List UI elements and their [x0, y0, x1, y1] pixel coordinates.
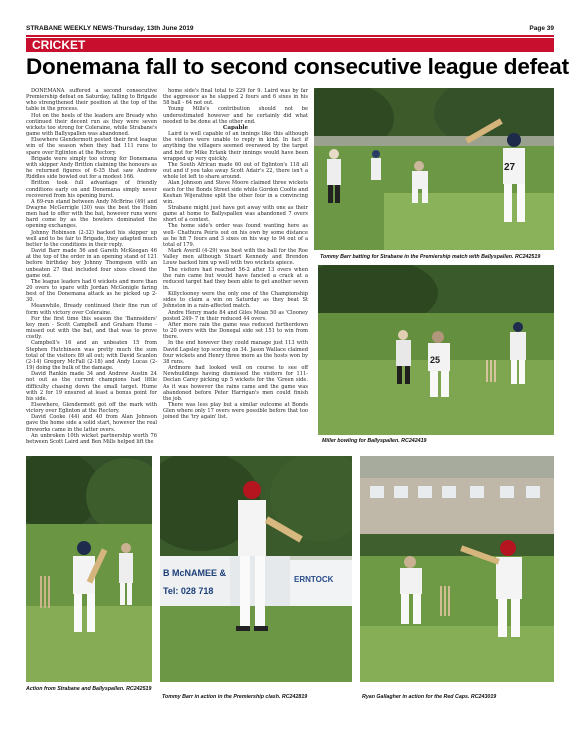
paragraph: Hot on the heels of the leaders are Bready who continued their decent run as they were seven wickets too strong for Coleraine, while Strabane's game with Ballyspallen was abandoned.: [26, 112, 157, 138]
caption-photo-5: Ryan Gallagher in action for the Red Caps. RC243019: [362, 694, 497, 700]
sponsor-board-tel: Tel: 028 718: [163, 586, 214, 596]
caption-photo-4: Tommy Barr in action in the Premiership clash. RC242819: [162, 694, 308, 700]
masthead-publication-date: STRABANE WEEKLY NEWS-Thursday, 13th June 2019: [26, 25, 194, 32]
paragraph: For the first time this season the 'Bannsiders' key men - Scott Campbell and Graham Hume - missed out with the bat, and that was to prove costly.: [26, 315, 157, 341]
paragraph: Alan Johnson and Steve Moore claimed three wickets each for the Bonds Street side while Gordon Coolte and Keshan Wijerathne split the other four in a convincing win.: [163, 180, 308, 205]
masthead-page-number: Page 39: [529, 25, 554, 32]
photo-tommy-barr-batting: [314, 88, 554, 250]
paragraph: There was less play but a similar outcome at Bonds Glen where only 17 overs were possible before that too joined the 'try again' list.: [163, 401, 308, 421]
shirt-number-27: 27: [504, 162, 516, 173]
paragraph: Elsewhere, Glendermott got off the mark with victory over Eglinton at the Rectory.: [26, 401, 157, 415]
section-label: CRICKET: [32, 38, 86, 52]
paragraph: DONEMANA suffered a second consecutive Premiership defeat on Saturday, falling to Brigade who strengthened their position at the top of the table in the process.: [26, 88, 157, 113]
paragraph: In the end however they could manage just 113 with David Lapsley top scoring on 34. Jason Wallace claimed four wickets and Henry three more as the hosts won by 38 runs.: [163, 340, 308, 365]
caption-photo-1: Tommy Barr batting for Strabane in the Premiership match with Ballyspallen. RC242519: [320, 254, 541, 260]
shirt-number-25: 25: [430, 355, 441, 365]
masthead: [26, 23, 554, 37]
paragraph: David Barr made 56 and Gareth McKeegan 46 at the top of the order in an opening stand of 121 before birthday boy Johnny Thompson with an unbeaten 27 that included four sixes closed the game out.: [26, 248, 157, 279]
paragraph: The home side's order was found wanting here as well- Chathura Peiris out on his own by some distance as he hit 7 fours and 3 sixes on his way to 94 out of a total of 179.: [163, 223, 308, 248]
paragraph: Campbell's 16 and an unbeaten 15 from Stephen Hutchinson was pretty much the sum total of the visitors 89 all out; with David Scanlon (2-14) Gregory McFall (2-18) and Andy Lucas (2-19) doing the bulk of the damage.: [26, 340, 157, 372]
sponsor-board-2-text: ERNTOCK: [294, 575, 334, 584]
paragraph: The South African made 60 out of Eglinton's 118 all out and if you take away Scott Adair's 22, there isn't a whole lot left to share around.: [163, 161, 308, 181]
paragraph: Brigade were simply too strong for Donemana with skipper Andy Britton claiming the honours as he returned figures of 6-35 that saw Andrew Riddles side bowled out for a modest 166.: [26, 155, 157, 181]
photo-miller-bowling: [318, 265, 554, 435]
paragraph: Young Mills's contribution should not be underestimated however and he certainly did what needed to be done at the other end.: [163, 106, 308, 125]
paragraph: Meanwhile, Bready continued their fine run of form with victory over Coleraine.: [26, 303, 157, 316]
paragraph: Andre Henry made 84 and Giles Moan 50 as 'Clooney posted 249- 7 in their reduced 44 overs.: [163, 309, 308, 322]
paragraph: Britton took full advantage of friendly conditions early on and Donemana simply never recovered from his opening burst.: [26, 180, 157, 199]
paragraph: Johnny Robinson (2-32) backed his skipper up well and to be fair to Brigade, they adapted much better to the conditions in their reply.: [26, 229, 157, 248]
paragraph: Laird is well capable of an innings like this although the visitors were unable to reply in kind. In fact if anything the villagers seemed overawed by the target and but for Mike Erlank their innings would have been wrapped up very quickly.: [163, 131, 308, 162]
paragraph: The visitors had reached 56-2 after 13 overs when the rain came but would have fancied a crack at a reduced target had they been able to get another seven in.: [163, 266, 308, 291]
paragraph: The league leaders had 6 wickets and more than 20 overs to spare with Jordan McGonigle faring best of the Donemana attack as he picked up 2-30.: [26, 278, 157, 304]
photo-strabane-action: [26, 456, 152, 682]
article-column-2: [163, 88, 308, 432]
paragraph: Mark Averill (4-29) was best with the ball for the Roe Valley men although Stuart Kennedy and Brendon Louw backed him up well with two wickets apiece.: [163, 248, 308, 267]
paragraph: David Cooke (44) and 40 from Alan Johnson gave the home side a solid start, however the real fireworks came in the latter overs.: [26, 414, 157, 433]
paragraph: Elsewhere Glendermott posted their first league win of the season when they had 111 runs to spare over Eglinton at the Rectory.: [26, 137, 157, 156]
paragraph: Strabane might just have got away with one as their game at home to Ballyspallen was abandoned 7 overs short of a contest.: [163, 204, 308, 224]
subheading: Capable: [222, 124, 249, 131]
paragraph: Killyclooney were the only one of the Championship sides to claim a win on Saturday as they beat St Johnston in a rain-affected match.: [163, 291, 308, 310]
photo-tommy-barr-action: [160, 456, 352, 682]
paragraph: An unbroken 10th wicket partnership worth 76 between Scott Laird and Ben Mills helped lift the: [26, 432, 157, 445]
paragraph: Ardmore had looked well on course to see off Newbuildings having dismissed the visitors for 111-Declan Carey picking up 5 wickets for the 'Green side. As it was however the rains came and the game was abandoned before Peter Harrigan's men could finish the job.: [163, 365, 308, 402]
headline: Donemana fall to second consecutive league defeat: [26, 54, 569, 79]
paragraph: After more rain the game was reduced furtherdown to 20 overs with the Donegal side set 151 to win from there.: [163, 321, 308, 341]
paragraph: A 69-run stand between Andy McBrine (49) and Dwayne McGerrigle (30) was the best the Holm men had to offer with the bat, however runs were hard come by as the bowlers dominated the opening exchanges.: [26, 198, 157, 230]
paragraph: David Rankin made 34 and Andrew Austin 24 not out as the current champions had little difficulty chasing down the small target. Hume with 2 for 19 ensured at least a bonus point for his side.: [26, 371, 157, 402]
section-bar: [26, 38, 554, 52]
caption-photo-2: Miller bowling for Ballyspallen. RC242419: [322, 438, 427, 444]
sponsor-board-text: B McNAMEE &: [163, 568, 227, 578]
paragraph: home side's final total to 229 for 9. Laird was by far the aggressor as he slapped 2 fours and 6 sixes in his 58 ball - 64 not out.: [163, 88, 308, 107]
caption-photo-3: Action from Strabane and Ballyspallen. RC242519: [26, 686, 152, 692]
photo-ryan-gallagher: [360, 456, 554, 682]
